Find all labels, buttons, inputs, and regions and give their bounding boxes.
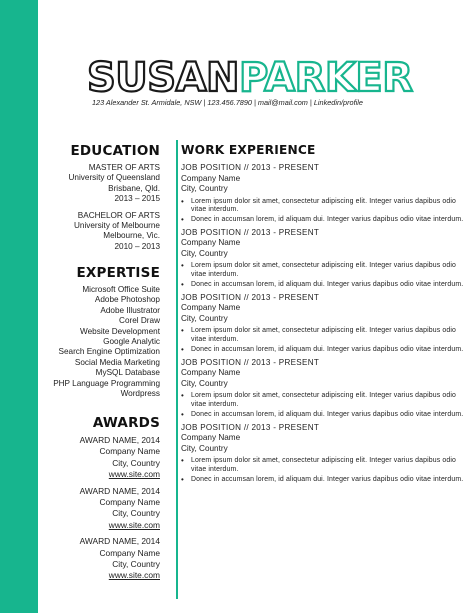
education-entry	[40, 211, 160, 253]
first-name: SUSAN	[87, 55, 240, 101]
job-bullet-text: Donec in accumsan lorem, id aliquam dui. Integer varius dapibus odio vitae interdum.	[191, 410, 464, 418]
job-entry	[181, 228, 466, 290]
education-section	[40, 143, 160, 252]
work-experience-title: WORK EXPERIENCE	[181, 143, 316, 157]
job-bullet-text: Donec in accumsan lorem, id aliquam dui. Integer varius dapibus odio vitae interdum.	[191, 475, 464, 483]
job-bullet-text: Lorem ipsum dolor sit amet, consectetur adipiscing elit. Integer varius dapibus odio vitae interdum.	[191, 392, 457, 408]
job-location: City, Country	[181, 443, 228, 453]
bullet-icon: •	[181, 326, 184, 336]
school: University of Melbourne	[73, 221, 160, 231]
job-bullets	[181, 392, 466, 419]
resume-name	[87, 52, 417, 104]
accent-sidebar	[0, 0, 38, 613]
bullet-icon: •	[181, 279, 184, 289]
awards-section	[40, 415, 160, 582]
job-location: City, Country	[181, 378, 228, 388]
bullet-icon: •	[181, 344, 184, 354]
job-bullet-text: Lorem ipsum dolor sit amet, consectetur adipiscing elit. Integer varius dapibus odio vitae interdum.	[191, 197, 457, 214]
job-bullet	[181, 216, 466, 225]
job-bullet	[181, 198, 466, 216]
last-name: PARKER	[239, 55, 413, 101]
job-bullet-text: Lorem ipsum dolor sit amet, consectetur adipiscing elit. Integer varius dapibus odio vitae interdum.	[191, 327, 457, 344]
job-position: JOB POSITION // 2013 - PRESENT	[181, 292, 320, 302]
degree: BACHELOR OF ARTS	[77, 210, 160, 220]
job-entry	[181, 358, 466, 420]
job-bullet-text: Lorem ipsum dolor sit amet, consectetur adipiscing elit. Integer varius dapibus odio vitae interdum.	[191, 262, 457, 279]
job-bullet-text: Donec in accumsan lorem, id aliquam dui. Integer varius dapibus odio vitae interdum.	[191, 280, 464, 288]
job-bullets	[181, 327, 466, 354]
job-bullet	[181, 457, 466, 475]
study-dates: 2010 – 2013	[114, 241, 160, 251]
job-bullet-text: Donec in accumsan lorem, id aliquam dui. Integer varius dapibus odio vitae interdum.	[191, 345, 464, 353]
job-location: City, Country	[181, 184, 228, 193]
job-bullet	[181, 346, 466, 355]
expertise-item: Wordpress	[120, 389, 160, 399]
job-bullet	[181, 476, 466, 485]
job-company: Company Name	[181, 173, 241, 183]
expertise-item: Social Media Marketing	[74, 357, 160, 367]
bullet-icon: •	[181, 409, 184, 419]
job-entry	[181, 293, 466, 355]
work-experience-section	[181, 143, 466, 487]
expertise-item: PHP Language Programming	[53, 378, 160, 388]
job-entry	[181, 423, 466, 485]
bullet-icon: •	[181, 456, 184, 466]
column-divider	[176, 140, 178, 599]
job-bullet	[181, 392, 466, 410]
job-company: Company Name	[181, 368, 241, 378]
contact-line: 123 Alexander St. Armidale, NSW | 123.456.7890 | mail@mail.com | Linkedin/profile	[92, 98, 363, 107]
job-position: JOB POSITION // 2013 - PRESENT	[181, 422, 320, 432]
expertise-title: EXPERTISE	[76, 265, 160, 281]
education-title: EDUCATION	[70, 143, 160, 159]
job-location: City, Country	[181, 313, 228, 323]
job-bullet-text: Lorem ipsum dolor sit amet, consectetur adipiscing elit. Integer varius dapibus odio vitae interdum.	[191, 457, 457, 473]
job-entry	[181, 163, 466, 225]
bullet-icon: •	[181, 215, 184, 225]
school-location: Brisbane, Qld.	[108, 183, 160, 193]
award-company: Company Name	[99, 497, 160, 508]
expertise-item: Google Analytic	[103, 337, 160, 347]
expertise-section	[40, 265, 160, 399]
award-location: City, Country	[112, 457, 160, 468]
award-location: City, Country	[112, 508, 160, 519]
job-company: Company Name	[181, 238, 241, 248]
job-bullets	[181, 198, 466, 225]
school-location: Melbourne, Vic.	[103, 231, 160, 241]
expertise-list	[40, 285, 160, 399]
education-entry	[40, 163, 160, 205]
expertise-item: Website Development	[80, 326, 160, 336]
job-location: City, Country	[181, 248, 228, 258]
school: University of Queensland	[68, 173, 160, 183]
expertise-item: MySQL Database	[95, 368, 160, 378]
bullet-icon: •	[181, 474, 184, 484]
study-dates: 2013 – 2015	[114, 194, 160, 204]
job-bullet-text: Donec in accumsan lorem, id aliquam dui. Integer varius dapibus odio vitae interdum.	[191, 216, 464, 224]
award-name: AWARD NAME, 2014	[79, 435, 160, 445]
award-name: AWARD NAME, 2014	[79, 536, 160, 547]
job-position: JOB POSITION // 2013 - PRESENT	[181, 227, 320, 237]
job-bullet	[181, 281, 466, 290]
awards-title: AWARDS	[92, 415, 160, 431]
job-company: Company Name	[181, 433, 241, 443]
job-bullet	[181, 262, 466, 280]
award-site-link[interactable]: www.site.com	[108, 469, 160, 480]
degree: MASTER OF ARTS	[88, 163, 160, 172]
award-location: City, Country	[112, 559, 160, 570]
job-position: JOB POSITION // 2013 - PRESENT	[181, 163, 320, 172]
award-name: AWARD NAME, 2014	[79, 485, 160, 496]
award-site-link[interactable]: www.site.com	[108, 570, 160, 581]
job-bullets	[181, 262, 466, 289]
job-bullets	[181, 457, 466, 484]
award-company: Company Name	[99, 446, 160, 457]
job-bullet	[181, 327, 466, 345]
expertise-item: Adobe Photoshop	[94, 295, 160, 305]
job-company: Company Name	[181, 303, 241, 313]
award-site-link[interactable]: www.site.com	[108, 519, 160, 530]
expertise-item: Corel Draw	[119, 316, 160, 326]
expertise-item: Adobe Illustrator	[100, 305, 160, 315]
job-bullet	[181, 411, 466, 420]
bullet-icon: •	[181, 196, 184, 206]
award-entry	[40, 435, 160, 481]
bullet-icon: •	[181, 391, 184, 401]
award-entry	[40, 536, 160, 582]
expertise-item: Search Engine Optimization	[58, 347, 160, 357]
expertise-item: Microsoft Office Suite	[82, 285, 160, 294]
award-entry	[40, 486, 160, 532]
bullet-icon: •	[181, 261, 184, 271]
award-company: Company Name	[99, 547, 160, 558]
job-position: JOB POSITION // 2013 - PRESENT	[181, 357, 320, 367]
